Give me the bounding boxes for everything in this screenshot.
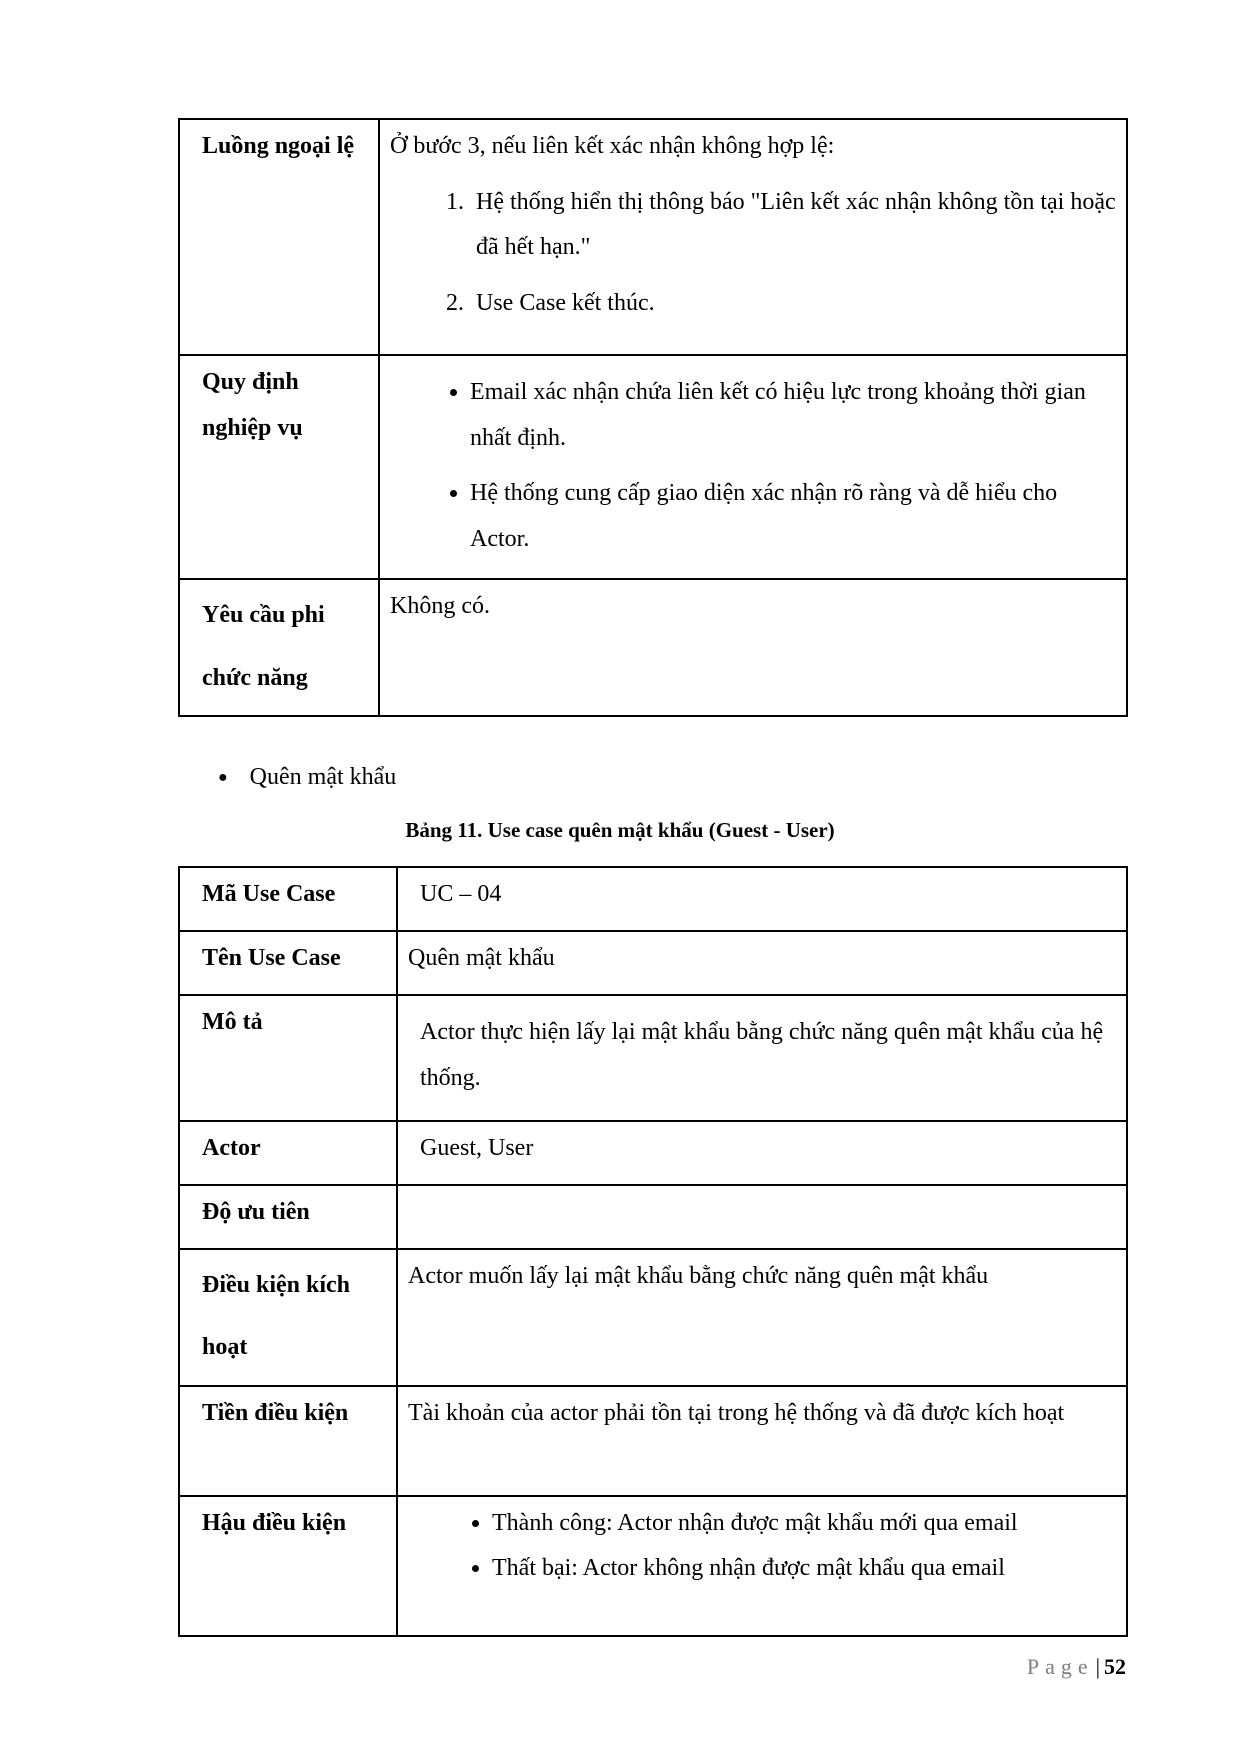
table-row: [179, 579, 1127, 716]
row-label: Điều kiện kích hoạt: [179, 1249, 397, 1386]
list-item: • Hệ thống cung cấp giao diện xác nhận rõ ràng và dễ hiểu cho Actor.: [470, 471, 1116, 562]
table-row: [179, 1185, 1127, 1249]
row-label: Tiền điều kiện: [179, 1386, 397, 1496]
row-value: [379, 355, 1127, 579]
table-row: [179, 1386, 1127, 1496]
page-footer: [1027, 1654, 1126, 1680]
table-row: [179, 1496, 1127, 1636]
row-label: Hậu điều kiện: [179, 1496, 397, 1636]
row-value: [397, 1496, 1127, 1636]
exception-flow-intro: Ở bước 3, nếu liên kết xác nhận không hợp lệ:: [390, 133, 835, 159]
row-label: Actor: [179, 1121, 397, 1185]
use-case-table-continued: [178, 118, 1128, 717]
row-value: [379, 119, 1127, 355]
footer-separator: |: [1095, 1654, 1100, 1679]
row-label: Mô tả: [179, 995, 397, 1121]
table-caption: Bảng 11. Use case quên mật khẩu (Guest - User): [405, 818, 835, 842]
bullet-icon: ●: [218, 768, 228, 786]
page-label: Page: [1026, 1654, 1094, 1679]
list-item: • Email xác nhận chứa liên kết có hiệu lực trong khoảng thời gian nhất định.: [470, 370, 1116, 461]
section-bullet-text: Quên mật khẩu: [249, 764, 397, 790]
table-row: [179, 1249, 1127, 1386]
exception-flow-steps: [390, 180, 1116, 327]
section-bullet: [218, 764, 396, 791]
row-value: [397, 1185, 1127, 1249]
row-label: Mã Use Case: [179, 867, 397, 931]
row-value: Không có.: [379, 579, 1127, 716]
postconditions-list: [408, 1501, 1116, 1592]
list-item: • Thành công: Actor nhận được mật khẩu mới qua email: [492, 1501, 1116, 1547]
row-value: Guest, User: [397, 1121, 1127, 1185]
table-row: [179, 867, 1127, 931]
row-label: Luồng ngoại lệ: [179, 119, 379, 355]
row-value: Actor thực hiện lấy lại mật khẩu bằng chức năng quên mật khẩu của hệ thống.: [397, 995, 1127, 1121]
table-row: [179, 1121, 1127, 1185]
list-item: 2. Use Case kết thúc.: [470, 281, 1116, 327]
row-label: Độ ưu tiên: [179, 1185, 397, 1249]
table-row: [179, 355, 1127, 579]
row-label: Quy định nghiệp vụ: [179, 355, 379, 579]
row-label: Yêu cầu phi chức năng: [179, 579, 379, 716]
row-value: UC – 04: [397, 867, 1127, 931]
list-item: • Thất bại: Actor không nhận được mật khẩu qua email: [492, 1546, 1116, 1592]
table-row: [179, 931, 1127, 995]
table-row: [179, 119, 1127, 355]
list-item: 1. Hệ thống hiển thị thông báo "Liên kết xác nhận không tồn tại hoặc đã hết hạn.": [470, 180, 1116, 271]
use-case-table: [178, 866, 1128, 1637]
row-value: Actor muốn lấy lại mật khẩu bằng chức năng quên mật khẩu: [397, 1249, 1127, 1386]
business-rules-list: [390, 370, 1116, 562]
table-row: [179, 995, 1127, 1121]
row-value: Tài khoản của actor phải tồn tại trong hệ thống và đã được kích hoạt: [397, 1386, 1127, 1496]
row-label: Tên Use Case: [179, 931, 397, 995]
row-value: Quên mật khẩu: [397, 931, 1127, 995]
page-number: 52: [1104, 1654, 1126, 1679]
